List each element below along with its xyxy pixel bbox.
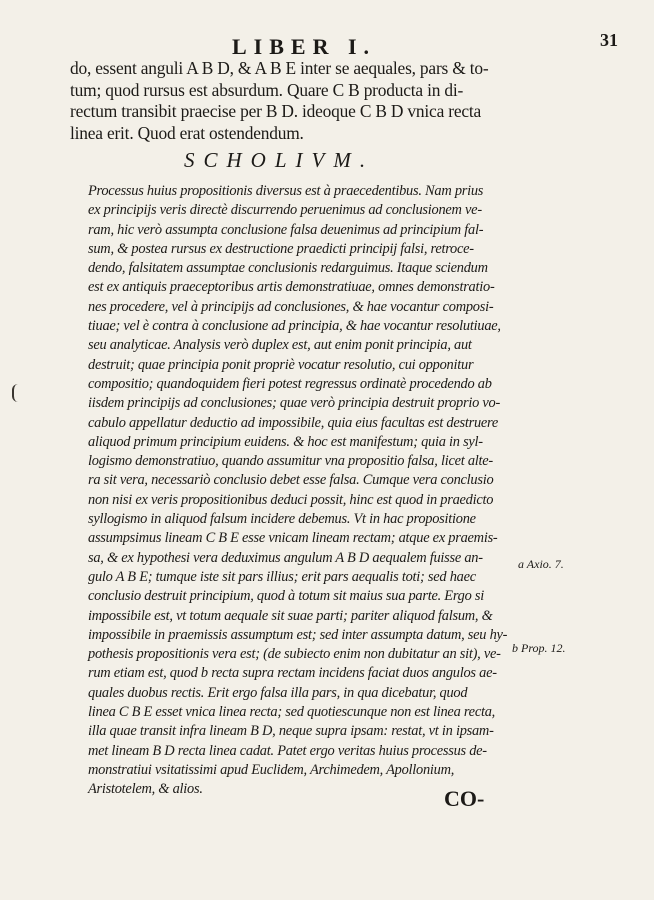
running-head: LIBER I. [232,34,377,59]
text-line: compositio; quandoquidem fieri potest regressus ordinatè procedendo ab [88,375,492,392]
catchword: CO- [444,786,485,811]
text-line: sa, & ex hypothesi vera deduximus angulum A B D aequalem fuisse an- [88,549,483,566]
text-line: ra sit vera, necessariò conclusio debet esse falsa. Cumque vera conclusio [88,472,494,489]
text-line: gulo A B E; tumque iste sit pars illius; erit pars aequalis toti; sed haec [88,568,476,585]
text-line: tum; quod rursus est absurdum. Quare C B producta in di- [70,79,464,100]
text-line: illa quae transit infra lineam B D, neque supra ipsam: restat, vt in ipsam- [88,723,494,740]
text-line: linea erit. Quod erat ostendendum. [70,122,304,143]
text-line: impossibile est, vt totum aequale sit suae parti; pariter aliquod falsum, & [88,607,493,624]
text-line: syllogismo in aliquod falsum incidere debemus. Vt in hac propositione [88,511,476,528]
marginal-note-axiom: a Axio. 7. [518,557,564,571]
text-line: Processus huius propositionis diversus est à praecedentibus. Nam prius [88,183,484,199]
text-line: aliquod primum principium euidens. & hoc est manifestum; quia in syl- [88,433,483,450]
text-line: dendo, falsitatem assumptae conclusionis redarguimus. Itaque sciendum [88,260,488,277]
text-line: non nisi ex veris propositionibus deduci possit, hinc est quod in praedicto [88,491,494,508]
text-line: monstratiui vsitatissimi apud Euclidem, Archimedem, Apollonium, [88,761,455,778]
section-title: SCHOLIVM. [184,148,375,172]
text-line: destruit; quae principia ponit propriè vocatur resolutio, cui opponitur [88,356,474,373]
text-line: rectum transibit praecise per B D. ideoque C B D vnica recta [70,101,482,121]
text-line: quales duobus rectis. Erit ergo falsa illa pars, in qua dicebatur, quod [88,684,468,701]
text-line: do, essent anguli A B D, & A B E inter se aequales, pars & to- [70,58,489,78]
text-line: assumpsimus lineam C B E esse vnicam lineam rectam; atque ex praemis- [88,530,498,547]
scholium-text-block [88,182,514,800]
text-line: cabulo appellatur deductio ad impossibile, quia eius facultas est destruere [88,414,498,431]
text-line: iisdem principijs ad conclusiones; quae verò principia destruit proprio vo- [88,395,500,412]
text-line: impossibile in praemissis assumptum est; sed inter assumpta datum, seu hy- [88,626,508,643]
text-line: sum, & postea rursus ex destructione praedicti principij falsi, retroce- [88,240,474,257]
text-line: pothesis propositionis vera est; (de subiecto enim non dubitatur an sit), ve- [88,646,501,663]
page-edge-mark [12,384,18,402]
upper-text-block [70,58,512,144]
text-line: seu analyticae. Analysis verò duplex est, aut enim ponit principia, aut [88,337,472,354]
text-line: rum etiam est, quod b recta supra rectam incidens faciat duos angulos ae- [88,665,497,682]
text-line: tiuae; vel è contra à conclusione ad principia, & hae vocantur resolutiuae, [88,318,501,335]
text-line: Aristotelem, & alios. [88,781,203,798]
text-line: nes procedere, vel à principijs ad conclusiones, & hae vocantur composi- [88,298,494,315]
marginal-note-proposition: b Prop. 12. [512,641,566,655]
text-line: conclusio destruit principium, quod à totum sit maius sua parte. Ergo si [88,588,484,605]
text-line: est ex antiquis praeceptoribus artis demonstratiuae, omnes demonstratio- [88,279,495,296]
page-number: 31 [600,30,618,50]
text-line: ex principijs veris directè discurrendo peruenimus ad conclusionem ve- [88,202,482,219]
text-line: logismo demonstratiuo, quando assumitur vna propositio falsa, licet alte- [88,453,493,470]
text-line: linea C B E esset vnica linea recta; sed quotiescunque non est linea recta, [88,704,495,721]
text-line: met lineam B D recta linea cadat. Patet ergo veritas huius processus de- [88,742,487,759]
text-line: ram, hic verò assumpta conclusione falsa deuenimus ad principium fal- [88,221,484,238]
